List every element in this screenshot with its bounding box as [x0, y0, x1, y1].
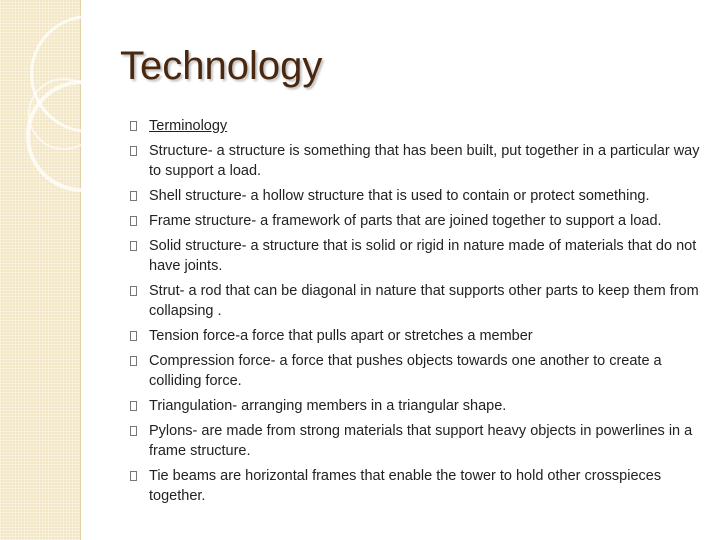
bullet-list — [130, 116, 710, 511]
bullet-item — [130, 186, 710, 206]
bullet-box-icon — [130, 191, 137, 201]
bullet-box-icon — [130, 241, 137, 251]
bullet-item — [130, 326, 710, 346]
bullet-text: Tie beams are horizontal frames that enable the tower to hold other crosspieces together. — [149, 468, 662, 504]
bullet-item — [130, 236, 710, 276]
bullet-text: Compression force- a force that pushes objects towards one another to create a colliding force. — [149, 353, 662, 389]
bullet-text: Solid structure- a structure that is solid or rigid in nature made of materials that do not have joints. — [149, 238, 697, 274]
bullet-text: Shell structure- a hollow structure that is used to contain or protect something. — [149, 188, 650, 204]
bullet-box-icon — [130, 426, 137, 436]
bullet-text: Structure- a structure is something that has been built, put together in a particular way to support a load. — [149, 143, 700, 179]
bullet-box-icon — [130, 471, 137, 481]
bullet-text: Pylons- are made from strong materials that support heavy objects in powerlines in a frame structure. — [149, 423, 693, 459]
bullet-text: Triangulation- arranging members in a triangular shape. — [149, 398, 507, 414]
bullet-box-icon — [130, 331, 137, 341]
bullet-text: Frame structure- a framework of parts that are joined together to support a load. — [149, 213, 662, 229]
bullet-text: Tension force-a force that pulls apart or stretches a member — [149, 328, 533, 344]
bullet-item — [130, 211, 710, 231]
bullet-item — [130, 141, 710, 181]
bullet-text: Terminology — [149, 118, 228, 134]
slide-title: Technology — [120, 44, 323, 88]
bullet-item — [130, 396, 710, 416]
bullet-box-icon — [130, 146, 137, 156]
bullet-box-icon — [130, 401, 137, 411]
bullet-item — [130, 116, 710, 136]
bullet-item — [130, 351, 710, 391]
bullet-item — [130, 281, 710, 321]
bullet-box-icon — [130, 286, 137, 296]
decorative-circle — [28, 78, 100, 150]
bullet-item — [130, 421, 710, 461]
bullet-box-icon — [130, 356, 137, 366]
bullet-box-icon — [130, 121, 137, 131]
bullet-text: Strut- a rod that can be diagonal in nature that supports other parts to keep them from collapsing . — [149, 283, 699, 319]
bullet-box-icon — [130, 216, 137, 226]
bullet-item — [130, 466, 710, 506]
